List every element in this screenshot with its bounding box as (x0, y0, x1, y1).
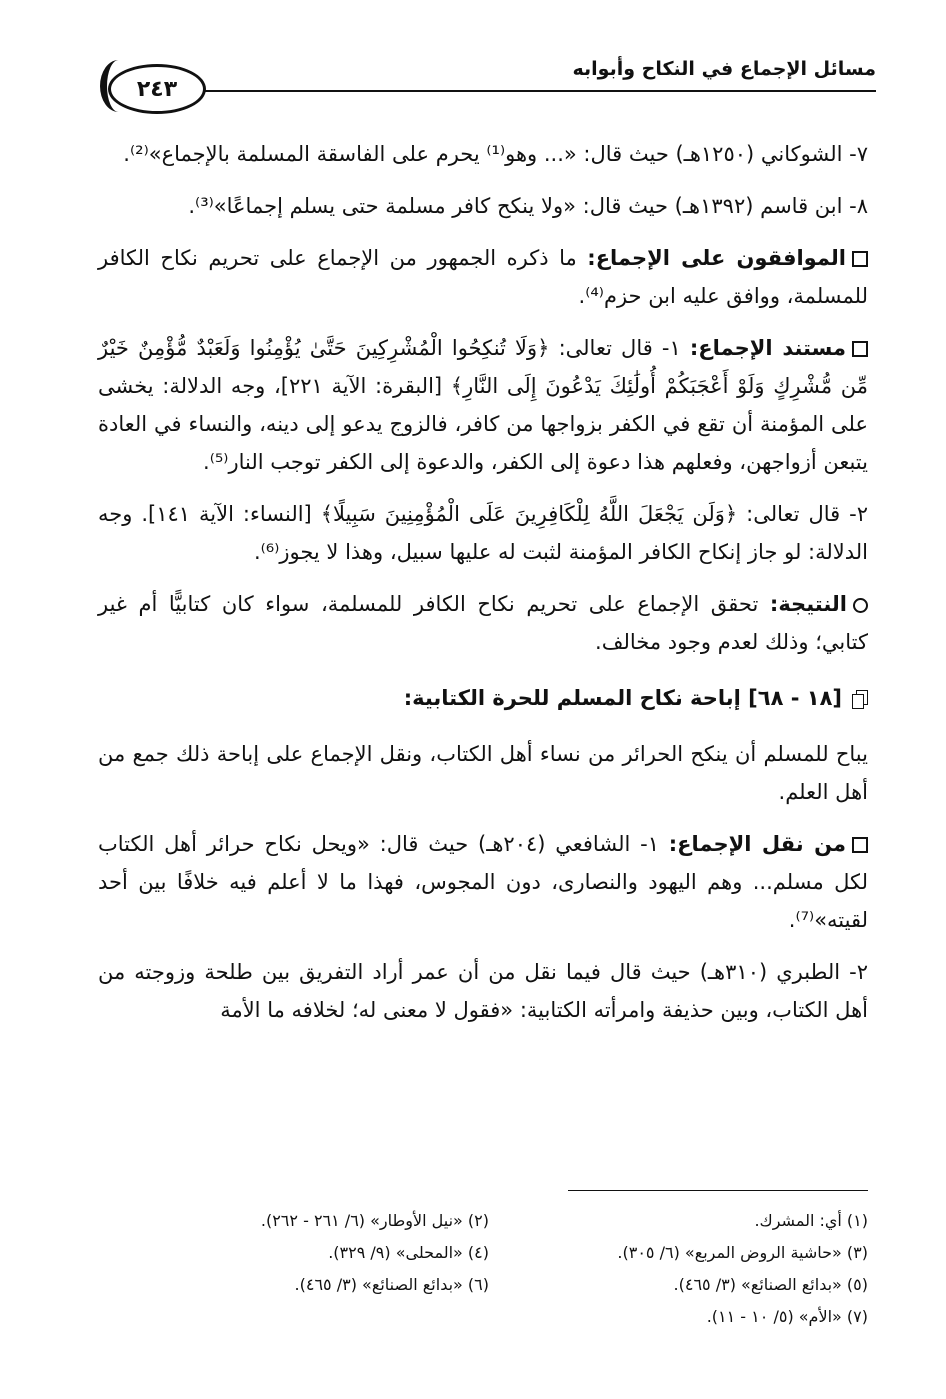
square-bullet-icon (852, 251, 868, 267)
main-text (98, 135, 868, 1043)
paragraph-label: من نقل الإجماع: (668, 832, 846, 856)
paragraph-text: ٢- قال تعالى: ﴿وَلَن يَجْعَلَ اللَّهُ لِلْكَافِرِينَ عَلَى الْمُؤْمِنِينَ سَبِيلًا﴾ [النساء: الآية ١٤١]. وجه الدلالة: لو جاز إنكاح الكافر المؤمنة لثبت له عليها سبيل، وهذا لا يجوز⁽⁶⁾. (98, 502, 868, 564)
square-bullet-icon (852, 837, 868, 853)
footnote-rule (568, 1190, 868, 1191)
paragraph-label: مستند الإجماع: (689, 336, 846, 360)
paragraph-ibn-qasim (98, 187, 868, 225)
square-bullet-icon (852, 341, 868, 357)
paragraph-text: ٨- ابن قاسم (١٣٩٢هـ) حيث قال: «ولا ينكح كافر مسلمة حتى يسلم إجماعًا»⁽³⁾. (188, 194, 868, 218)
footnote: (٣) «حاشية الروض المربع» (٦/ ٣٠٥). (617, 1243, 868, 1262)
paragraph-evidence-2 (98, 495, 868, 571)
paragraph-label: النتيجة: (769, 592, 847, 616)
paragraph-text: تحقق الإجماع على تحريم نكاح الكافر للمسلمة، سواء كان كتابيًّا أم غير كتابي؛ وذلك لعدم وجود مخالف. (98, 592, 868, 654)
paragraph-result (98, 585, 868, 661)
paragraph-label: الموافقون على الإجماع: (587, 246, 846, 270)
circle-bullet-icon (853, 598, 868, 613)
paragraph-text: ٢- الطبري (٣١٠هـ) حيث قال فيما نقل من أن عمر أراد التفريق بين طلحة وزوجته من أهل الكتاب، وبين حذيفة وامرأته الكتابية: «فقول لا معنى له؛ لخلافه ما الأمة (98, 960, 868, 1022)
paragraph-shafii (98, 825, 868, 939)
header-rule (196, 90, 876, 92)
paragraph-intro (98, 735, 868, 811)
running-header-title: مسائل الإجماع في النكاح وأبوابه (572, 58, 876, 80)
footnotes (150, 1205, 868, 1333)
paragraph-text: ١- الشافعي (٢٠٤هـ) حيث قال: «ويحل نكاح حرائر أهل الكتاب لكل مسلم... وهم اليهود والنصارى، دون المجوس، فهذا ما لا أعلم فيه خلافًا بين أحد لقيته»⁽⁷⁾. (98, 832, 868, 932)
footnote: (٥) «بدائع الصنائع» (٣/ ٤٦٥). (673, 1275, 868, 1294)
footnote: (٧) «الأم» (٥/ ١٠ - ١١). (706, 1307, 868, 1326)
section-heading (98, 679, 868, 717)
paragraph-shawkani (98, 135, 868, 173)
footnote: (٦) «بدائع الصنائع» (٣/ ٤٦٥). (294, 1275, 489, 1294)
paragraph-agreeing (98, 239, 868, 315)
document-icon (852, 690, 868, 708)
paragraph-text: ما ذكره الجمهور من الإجماع على تحريم نكاح الكافر للمسلمة، ووافق عليه ابن حزم⁽⁴⁾. (98, 246, 868, 308)
section-heading-text: [١٨ - ٦٨] إباحة نكاح المسلم للحرة الكتابية: (403, 686, 842, 710)
paragraph-text: ٧- الشوكاني (١٢٥٠هـ) حيث قال: «... وهو⁽¹⁾ يحرم على الفاسقة المسلمة بالإجماع»⁽²⁾. (123, 142, 868, 166)
footnote: (٢) «نيل الأوطار» (٦/ ٢٦١ - ٢٦٢). (260, 1211, 489, 1230)
paragraph-text: يباح للمسلم أن ينكح الحرائر من نساء أهل الكتاب، ونقل الإجماع على إباحة ذلك جمع من أهل العلم. (98, 742, 868, 804)
footnote: (٤) «المحلى» (٩/ ٣٢٩). (328, 1243, 489, 1262)
paragraph-text: ١- قال تعالى: ﴿وَلَا تُنكِحُوا الْمُشْرِكِينَ حَتَّىٰ يُؤْمِنُوا وَلَعَبْدٌ مُّؤْمِنٌ خَيْرٌ مِّن مُّشْرِكٍ وَلَوْ أَعْجَبَكُمْ أُولَٰئِكَ يَدْعُونَ إِلَى النَّارِ﴾ [البقرة: الآية ٢٢١]، وجه الدلالة: يخشى على المؤمنة أن تقع في الكفر بزواجها من كافر، فالزوج يدعو إلى دينه، والنساء في العادة يتبعن أزواجهن، وفعلهم هذا دعوة إلى الكفر، والدعوة إلى الكفر توجب النار⁽⁵⁾. (98, 336, 869, 474)
page-number: ٢٤٣ (108, 64, 206, 114)
paragraph-tabari (98, 953, 868, 1029)
paragraph-evidence (98, 329, 868, 481)
footnote: (١) أي: المشرك. (754, 1211, 868, 1230)
